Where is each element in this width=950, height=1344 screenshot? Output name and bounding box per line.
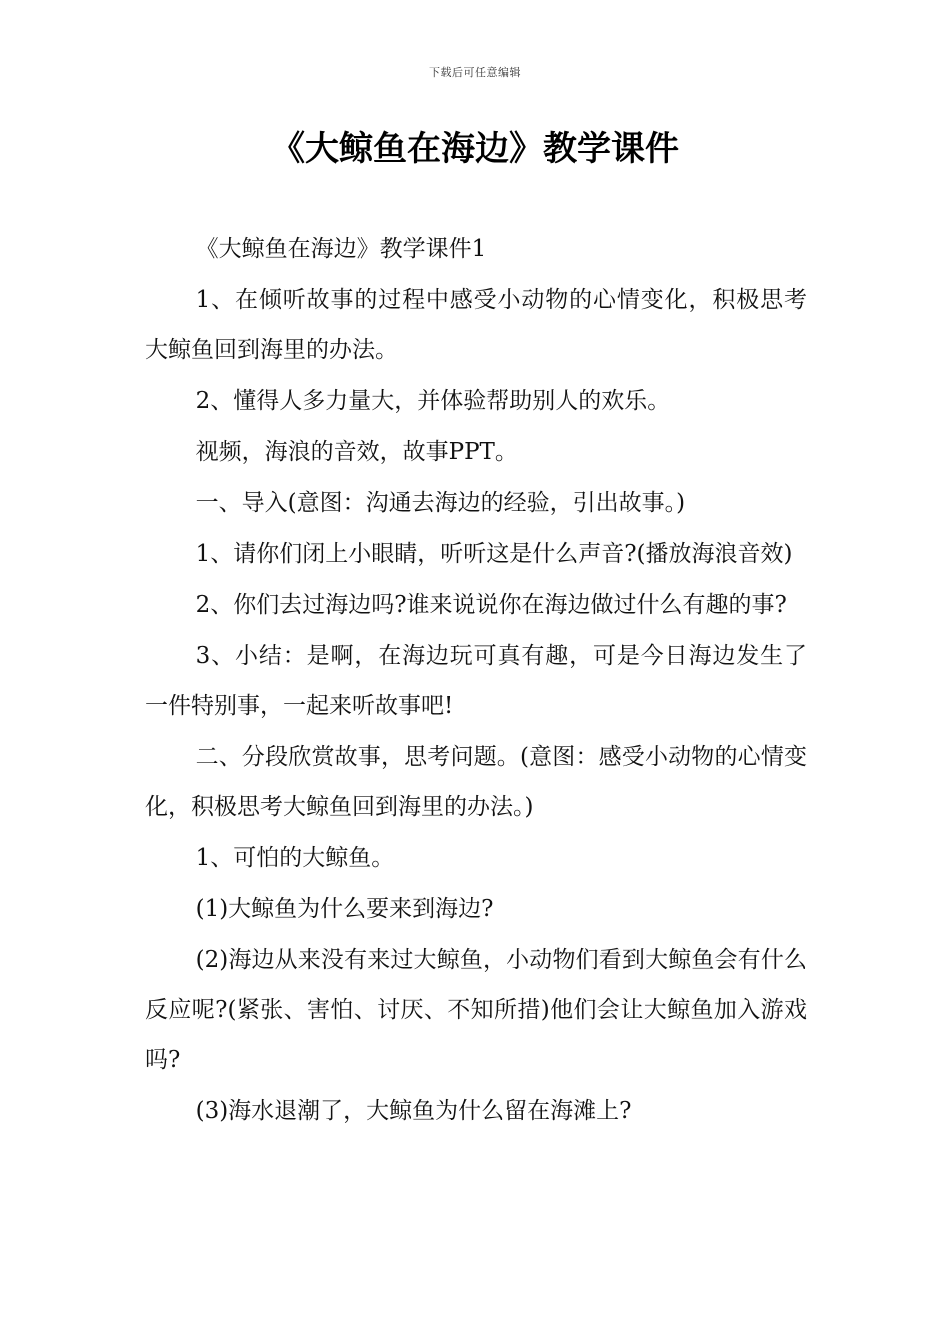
paragraph-question-1: (1)大鲸鱼为什么要来到海边? [195, 896, 494, 922]
paragraph-section-2: 二、分段欣赏故事，思考问题。(意图：感受小动物的心情变化，积极思考大鲸鱼回到海里的办法。) [145, 744, 807, 820]
paragraph-question-2: (2)海边从来没有来过大鲸鱼，小动物们看到大鲸鱼会有什么反应呢?(紧张、害怕、讨厌、不知所措)他们会让大鲸鱼加入游戏吗? [145, 947, 807, 1073]
paragraph-goal-2: 2、懂得人多力量大，并体验帮助别人的欢乐。 [195, 388, 671, 414]
paragraph-section-1: 一、导入(意图：沟通去海边的经验，引出故事。) [195, 490, 686, 516]
paragraph-materials: 视频，海浪的音效，故事PPT。 [195, 439, 518, 465]
paragraph-question-3: (3)海水退潮了，大鲸鱼为什么留在海滩上? [195, 1098, 632, 1124]
paragraph-subtitle: 《大鲸鱼在海边》教学课件1 [195, 236, 487, 262]
paragraph-step-2: 2、你们去过海边吗?谁来说说你在海边做过什么有趣的事? [195, 592, 787, 618]
paragraph-subsection-1: 1、可怕的大鲸鱼。 [195, 845, 395, 871]
paragraph-step-1: 1、请你们闭上小眼睛，听听这是什么声音?(播放海浪音效) [195, 541, 793, 567]
page-header-note: 下载后可任意编辑 [429, 66, 521, 79]
paragraph-goal-1: 1、在倾听故事的过程中感受小动物的心情变化，积极思考大鲸鱼回到海里的办法。 [145, 287, 807, 363]
document-body [145, 224, 807, 1137]
paragraph-step-3: 3、小结：是啊，在海边玩可真有趣，可是今日海边发生了一件特别事，一起来听故事吧! [145, 643, 807, 719]
document-title: 《大鲸鱼在海边》教学课件 [271, 129, 679, 169]
